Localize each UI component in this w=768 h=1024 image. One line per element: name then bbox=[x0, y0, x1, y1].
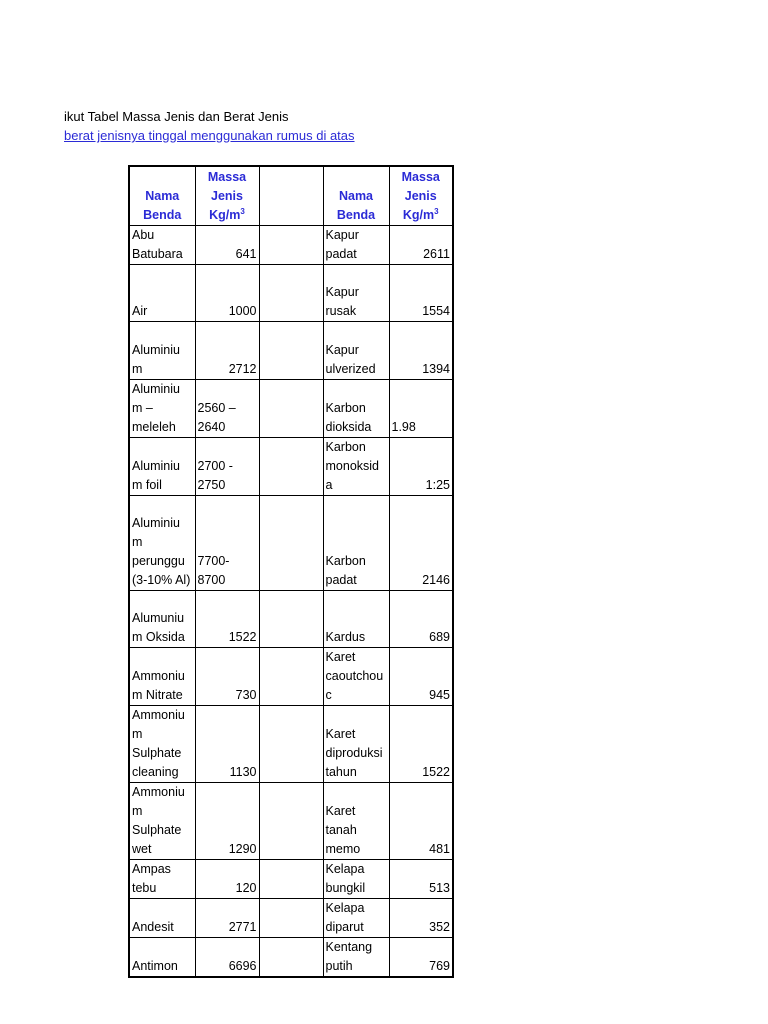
table-row bbox=[129, 590, 453, 647]
left-material-name: Ammoniu m Nitrate bbox=[129, 647, 195, 705]
spacer-cell bbox=[259, 264, 323, 321]
table-row bbox=[129, 647, 453, 705]
table-row bbox=[129, 898, 453, 937]
right-material-name: Kelapa bungkil bbox=[323, 859, 389, 898]
right-density-value: 2146 bbox=[389, 495, 453, 590]
left-material-name: Antimon bbox=[129, 937, 195, 977]
spacer-cell bbox=[259, 495, 323, 590]
left-density-value: 7700- 8700 bbox=[195, 495, 259, 590]
right-material-name: Kapur rusak bbox=[323, 264, 389, 321]
spacer-cell bbox=[259, 859, 323, 898]
left-density-value: 1000 bbox=[195, 264, 259, 321]
right-material-name: Karbon dioksida bbox=[323, 379, 389, 437]
table-row bbox=[129, 379, 453, 437]
right-material-name: Karet caoutchou c bbox=[323, 647, 389, 705]
right-density-value: 1554 bbox=[389, 264, 453, 321]
right-density-value: 1:25 bbox=[389, 437, 453, 495]
table-row bbox=[129, 264, 453, 321]
spacer-cell bbox=[259, 705, 323, 782]
right-density-value: 769 bbox=[389, 937, 453, 977]
right-material-name: Karbon padat bbox=[323, 495, 389, 590]
left-density-value: 2700 - 2750 bbox=[195, 437, 259, 495]
right-density-value: 352 bbox=[389, 898, 453, 937]
right-density-value: 481 bbox=[389, 782, 453, 859]
density-table bbox=[128, 165, 454, 978]
density-table-body bbox=[129, 166, 453, 977]
spacer-cell bbox=[259, 782, 323, 859]
left-density-value: 120 bbox=[195, 859, 259, 898]
page-heading: ikut Tabel Massa Jenis dan Berat Jenis bbox=[64, 109, 289, 124]
table-row bbox=[129, 437, 453, 495]
header-mass-right: Massa Jenis $Kg/m^3$ bbox=[389, 166, 453, 225]
right-density-value: 689 bbox=[389, 590, 453, 647]
table-row bbox=[129, 937, 453, 977]
spacer-cell bbox=[259, 225, 323, 264]
spacer-header bbox=[259, 166, 323, 225]
left-density-value: 2771 bbox=[195, 898, 259, 937]
left-material-name: Andesit bbox=[129, 898, 195, 937]
table-header-row bbox=[129, 166, 453, 225]
spacer-cell bbox=[259, 379, 323, 437]
left-material-name: Alumuniu m Oksida bbox=[129, 590, 195, 647]
right-density-value: 1522 bbox=[389, 705, 453, 782]
right-material-name: Karet diproduksi tahun bbox=[323, 705, 389, 782]
right-material-name: Kentang putih bbox=[323, 937, 389, 977]
table-row bbox=[129, 782, 453, 859]
spacer-cell bbox=[259, 937, 323, 977]
left-density-value: 641 bbox=[195, 225, 259, 264]
left-material-name: Aluminiu m bbox=[129, 321, 195, 379]
left-material-name: Aluminiu m foil bbox=[129, 437, 195, 495]
table-row bbox=[129, 705, 453, 782]
table-row bbox=[129, 225, 453, 264]
left-material-name: Air bbox=[129, 264, 195, 321]
left-density-value: 1522 bbox=[195, 590, 259, 647]
left-density-value: 1290 bbox=[195, 782, 259, 859]
left-material-name: Aluminiu m perunggu (3-10% Al) bbox=[129, 495, 195, 590]
right-density-value: 1.98 bbox=[389, 379, 453, 437]
header-name-left: Nama Benda bbox=[129, 166, 195, 225]
spacer-cell bbox=[259, 898, 323, 937]
table-row bbox=[129, 859, 453, 898]
spacer-cell bbox=[259, 437, 323, 495]
left-density-value: 1130 bbox=[195, 705, 259, 782]
left-density-value: 2712 bbox=[195, 321, 259, 379]
right-material-name: Kapur ulverized bbox=[323, 321, 389, 379]
right-material-name: Kardus bbox=[323, 590, 389, 647]
formula-link[interactable]: berat jenisnya tinggal menggunakan rumus di atas bbox=[64, 128, 355, 143]
right-material-name: Karet tanah memo bbox=[323, 782, 389, 859]
right-density-value: 2611 bbox=[389, 225, 453, 264]
left-material-name: Ammoniu m Sulphate cleaning bbox=[129, 705, 195, 782]
header-mass-left: Massa Jenis $Kg/m^3$ bbox=[195, 166, 259, 225]
left-material-name: Aluminiu m – meleleh bbox=[129, 379, 195, 437]
spacer-cell bbox=[259, 647, 323, 705]
header-name-right: Nama Benda bbox=[323, 166, 389, 225]
left-material-name: Abu Batubara bbox=[129, 225, 195, 264]
table-row bbox=[129, 495, 453, 590]
right-material-name: Kapur padat bbox=[323, 225, 389, 264]
left-material-name: Ampas tebu bbox=[129, 859, 195, 898]
left-density-value: 730 bbox=[195, 647, 259, 705]
table-row bbox=[129, 321, 453, 379]
right-material-name: Karbon monoksid a bbox=[323, 437, 389, 495]
spacer-cell bbox=[259, 321, 323, 379]
left-material-name: Ammoniu m Sulphate wet bbox=[129, 782, 195, 859]
right-density-value: 1394 bbox=[389, 321, 453, 379]
left-density-value: 2560 – 2640 bbox=[195, 379, 259, 437]
right-density-value: 513 bbox=[389, 859, 453, 898]
right-material-name: Kelapa diparut bbox=[323, 898, 389, 937]
right-density-value: 945 bbox=[389, 647, 453, 705]
left-density-value: 6696 bbox=[195, 937, 259, 977]
spacer-cell bbox=[259, 590, 323, 647]
